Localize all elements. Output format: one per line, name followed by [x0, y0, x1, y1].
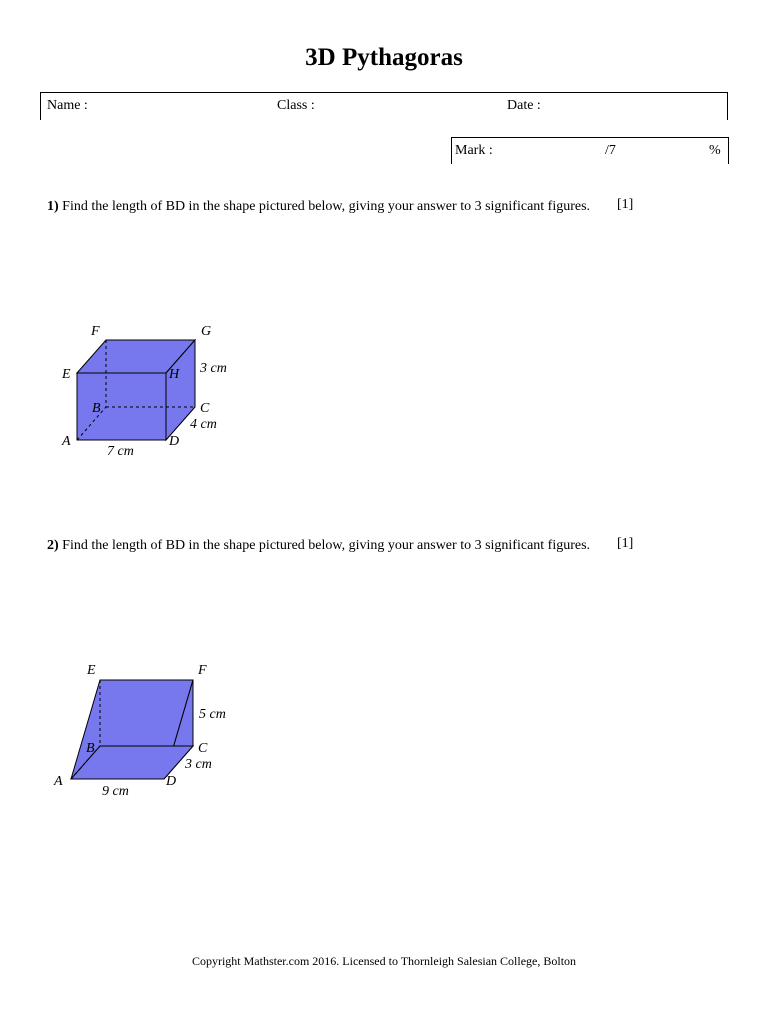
vertex-label-e: E	[62, 367, 71, 382]
depth-label: 4 cm	[190, 417, 217, 432]
vertex-label-e: E	[87, 663, 96, 678]
date-label: Date :	[507, 98, 541, 113]
vertex-label-b: B	[86, 741, 95, 756]
vertex-label-d: D	[166, 774, 177, 789]
depth-label: 3 cm	[185, 757, 212, 772]
vertex-label-c: C	[200, 401, 210, 416]
page-title: 3D Pythagoras	[305, 44, 463, 71]
height-label: 5 cm	[199, 707, 226, 722]
mark-out-of: /7	[605, 143, 616, 158]
mark-percent: %	[709, 143, 721, 158]
width-label: 7 cm	[107, 444, 134, 459]
class-label: Class :	[277, 98, 315, 113]
vertex-label-d: D	[169, 434, 180, 449]
vertex-label-a: A	[54, 774, 63, 789]
question-1-marks: [1]	[617, 197, 634, 212]
mark-label: Mark :	[455, 143, 493, 158]
copyright-footer: Copyright Mathster.com 2016. Licensed to Thornleigh Salesian College, Bolton	[191, 954, 577, 968]
vertex-label-g: G	[201, 324, 212, 339]
name-label: Name :	[47, 98, 88, 113]
vertex-label-b: B	[92, 401, 101, 416]
question-2-marks: [1]	[617, 536, 634, 551]
vertex-label-f: F	[198, 663, 207, 678]
vertex-label-c: C	[198, 741, 208, 756]
question-2-text: Find the length of BD in the shape pictured below, giving your answer to 3 significant figures.	[62, 538, 591, 553]
height-label: 3 cm	[200, 361, 227, 376]
question-1-text: Find the length of BD in the shape pictured below, giving your answer to 3 significant figures.	[62, 199, 591, 214]
vertex-label-f: F	[91, 324, 100, 339]
question-1-number: 1)	[47, 199, 59, 214]
vertex-label-a: A	[62, 434, 71, 449]
width-label: 9 cm	[102, 784, 129, 799]
question-2-number: 2)	[47, 538, 59, 553]
vertex-label-h: H	[169, 367, 180, 382]
